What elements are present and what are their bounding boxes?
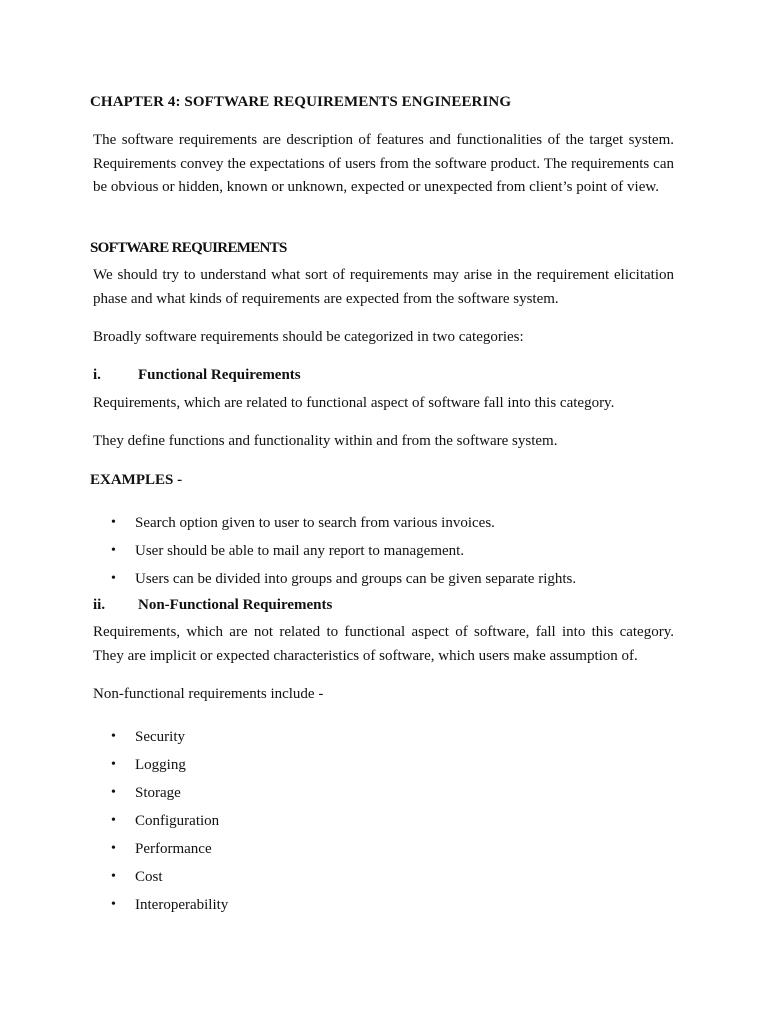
- functional-title: Functional Requirements: [138, 367, 301, 383]
- section-paragraph: We should try to understand what sort of requirements may arise in the requirement elicitation phase and what kinds of requirements are expected from the software system.: [93, 267, 674, 307]
- list-item: • Search option given to user to search from various invoices.: [111, 515, 495, 531]
- bullet-icon: •: [111, 543, 116, 558]
- list-item: • Configuration: [111, 813, 220, 829]
- intro-paragraph: The software requirements are description of features and functionalities of the target system. Requirements convey the expectations of users from the software product. The requirements can be obvious or hidden, known or unknown, expected or unexpected from client’s point of view.: [93, 132, 674, 195]
- list-item: • Interoperability: [111, 897, 229, 913]
- bullet-icon: •: [111, 729, 116, 744]
- list-item: • Storage: [111, 785, 181, 801]
- bullet-icon: •: [111, 785, 116, 800]
- chapter-title: CHAPTER 4: SOFTWARE REQUIREMENTS ENGINEERING: [90, 94, 512, 110]
- list-item: • Security: [111, 729, 185, 745]
- non-functional-include-intro: Non-functional requirements include -: [93, 686, 324, 702]
- functional-number: i.: [93, 367, 101, 383]
- bullet-icon: •: [111, 869, 116, 884]
- bullet-icon: •: [111, 515, 116, 530]
- non-functional-paragraph: Requirements, which are not related to functional aspect of software, fall into this category. They are implicit or expected characteristics of software, which users make assumption of.: [93, 624, 674, 664]
- list-item: • Performance: [111, 841, 212, 857]
- list-item: • User should be able to mail any report to management.: [111, 543, 465, 559]
- bullet-icon: •: [111, 897, 116, 912]
- functional-paragraph-1: Requirements, which are related to functional aspect of software fall into this category.: [93, 395, 615, 411]
- non-functional-title: Non-Functional Requirements: [138, 597, 333, 613]
- list-item: • Cost: [111, 869, 163, 885]
- examples-list: [108, 513, 576, 597]
- non-functional-number: ii.: [93, 597, 106, 613]
- bullet-icon: •: [111, 571, 116, 586]
- section-heading: SOFTWARE REQUIREMENTS: [90, 240, 287, 256]
- bullet-icon: •: [111, 813, 116, 828]
- bullet-icon: •: [111, 841, 116, 856]
- functional-heading: [93, 367, 301, 384]
- examples-heading: EXAMPLES -: [90, 472, 183, 488]
- non-functional-heading: [93, 597, 332, 614]
- categories-intro: Broadly software requirements should be categorized in two categories:: [93, 329, 524, 345]
- functional-paragraph-2: They define functions and functionality within and from the software system.: [93, 433, 558, 449]
- list-item: • Logging: [111, 757, 186, 773]
- bullet-icon: •: [111, 757, 116, 772]
- list-item: • Users can be divided into groups and groups can be given separate rights.: [111, 571, 577, 587]
- non-functional-list: [108, 727, 228, 923]
